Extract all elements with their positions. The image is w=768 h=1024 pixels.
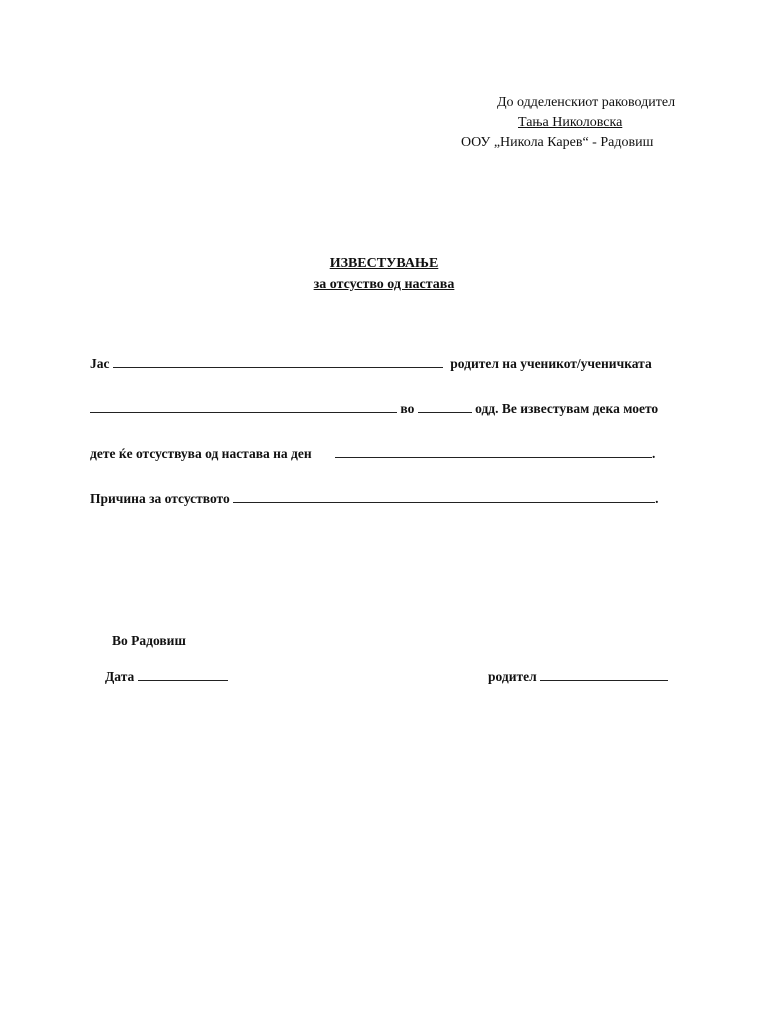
body-line-2 xyxy=(90,400,658,416)
body-line-1-end: родител на ученикот/ученичката xyxy=(450,356,652,371)
absence-reason-blank[interactable] xyxy=(233,490,655,503)
body-line-4-start: Причина за отсуството xyxy=(90,491,230,506)
parent-label: родител xyxy=(488,669,537,684)
date-line xyxy=(105,668,228,684)
body-line-2-end: одд. Ве известувам дека моето xyxy=(475,401,659,416)
recipient-school: ООУ „Никола Карев“ - Радовиш xyxy=(461,135,654,150)
body-line-1 xyxy=(90,355,652,371)
class-blank[interactable] xyxy=(418,400,472,413)
recipient-teacher-name: Тања Николовска xyxy=(518,115,623,130)
date-blank[interactable] xyxy=(138,668,228,681)
student-name-blank[interactable] xyxy=(90,400,397,413)
place-label: Во Радовиш xyxy=(112,633,186,648)
body-line-3-end: . xyxy=(652,446,656,461)
parent-name-blank[interactable] xyxy=(113,355,443,368)
document-subtitle: за отсуство од настава xyxy=(313,277,455,292)
date-label: Дата xyxy=(105,669,135,684)
recipient-line-1: До одделенскиот раководител xyxy=(497,95,676,110)
body-line-4-end: . xyxy=(655,491,659,506)
parent-signature-blank[interactable] xyxy=(540,668,668,681)
document-title: ИЗВЕСТУВАЊЕ xyxy=(329,256,439,271)
body-line-2-mid: во xyxy=(400,401,415,416)
body-line-4 xyxy=(90,490,659,506)
body-line-3-start: дете ќе отсуствува од настава на ден xyxy=(90,446,312,461)
body-line-1-start: Јас xyxy=(90,356,110,371)
absence-date-blank[interactable] xyxy=(335,445,652,458)
parent-signature-line xyxy=(488,668,668,684)
body-line-3 xyxy=(90,445,655,461)
